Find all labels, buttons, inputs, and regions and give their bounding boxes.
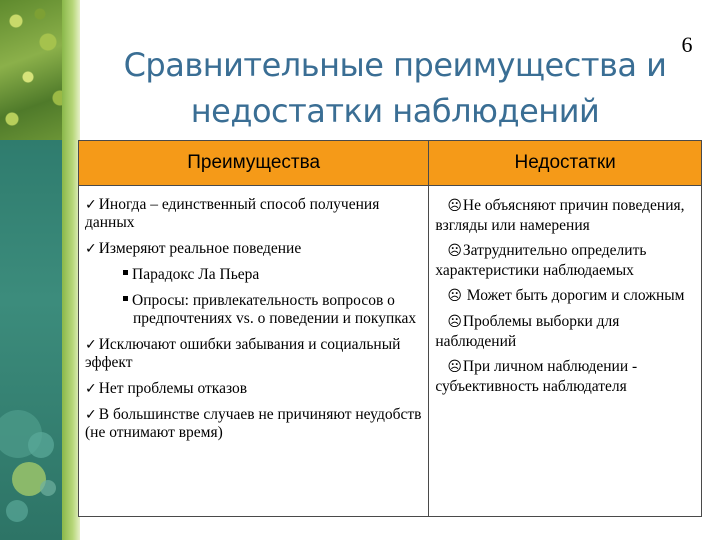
item-text: Проблемы выборки для наблюдений (435, 313, 620, 350)
checkmark-icon: ✓ (85, 241, 97, 257)
list-item (435, 196, 695, 235)
list-item (123, 266, 422, 284)
slide-title: Сравнительные преимущества и недостатки наблюдений (123, 46, 667, 130)
comparison-table (78, 140, 702, 517)
header-advantages: Преимущества (79, 141, 429, 186)
item-text: Иногда – единственный способ получения данных (85, 196, 380, 231)
item-text: Парадокс Ла Пьера (132, 266, 260, 283)
list-item (123, 292, 422, 328)
item-text: В большинстве случаев не причиняют неудобств (не отнимают время) (85, 406, 422, 441)
frown-face-icon: ☹ (447, 243, 462, 259)
list-item (435, 312, 695, 351)
list-item (435, 286, 695, 306)
list-item (85, 406, 422, 442)
item-text: Исключают ошибки забывания и социальный эффект (85, 336, 401, 371)
frown-face-icon: ☹ (447, 359, 462, 375)
checkmark-icon: ✓ (85, 197, 97, 213)
item-text: Не объясняют причин поведения, взгляды или намерения (435, 197, 685, 234)
item-text: Измеряют реальное поведение (98, 240, 302, 257)
square-bullet-icon (123, 296, 128, 301)
decorative-circle (28, 432, 54, 458)
checkmark-icon: ✓ (85, 337, 97, 353)
decorative-circle (6, 500, 28, 522)
frown-face-icon: ☹ (447, 288, 462, 304)
item-text: Нет проблемы отказов (98, 380, 248, 397)
page-number: 6 (681, 32, 693, 57)
list-item (85, 336, 422, 372)
list-item (435, 241, 695, 280)
header-disadvantages: Недостатки (429, 141, 702, 186)
item-text: Опросы: привлекательность вопросов о предпочтениях vs. о поведении и покупках (132, 292, 417, 327)
item-text: Затруднительно определить характеристики наблюдаемых (435, 242, 647, 279)
table-row (79, 186, 702, 517)
checkmark-icon: ✓ (85, 407, 97, 423)
decorative-side-panel (0, 0, 80, 540)
list-item (435, 357, 695, 396)
list-item (85, 380, 422, 398)
square-bullet-icon (123, 270, 128, 275)
decorative-circle (40, 480, 56, 496)
disadvantages-cell (429, 186, 702, 517)
list-item (85, 196, 422, 232)
checkmark-icon: ✓ (85, 381, 97, 397)
item-text: Может быть дорогим и сложным (462, 287, 685, 304)
table-header-row (79, 141, 702, 186)
frown-face-icon: ☹ (447, 198, 462, 214)
list-item (85, 240, 422, 258)
item-text: При личном наблюдении - субъективность наблюдателя (435, 358, 638, 395)
frown-face-icon: ☹ (447, 314, 462, 330)
advantages-cell (79, 186, 429, 517)
